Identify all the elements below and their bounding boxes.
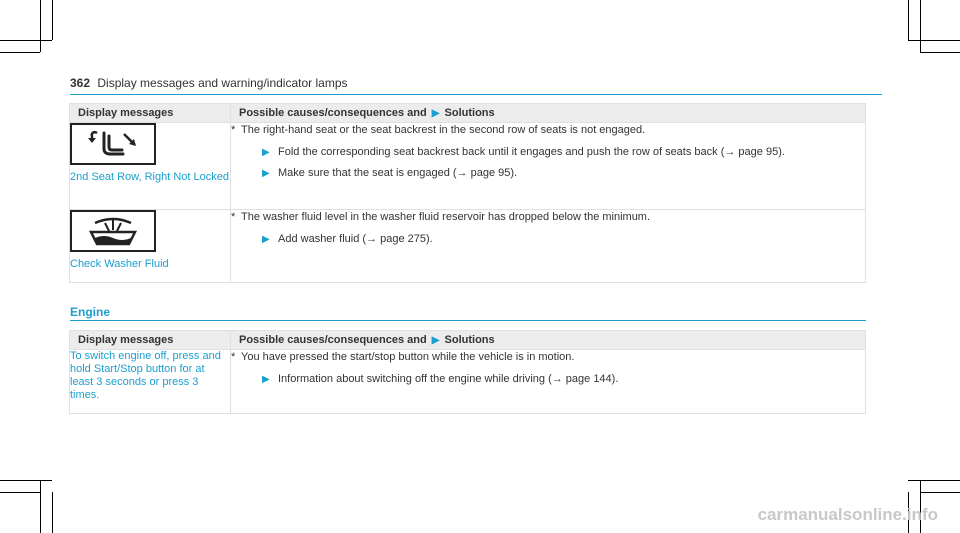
display-message-text: Check Washer Fluid xyxy=(70,258,169,270)
col-header-display-messages: Display messages xyxy=(70,104,231,123)
display-message-text: To switch engine off, press and hold Start/Stop button for at least 3 seconds or press 3 times. xyxy=(70,350,221,401)
causes-cell xyxy=(231,210,866,283)
page-number: 362 xyxy=(70,76,91,90)
display-messages-table xyxy=(69,103,866,283)
col-header-display-messages: Display messages xyxy=(70,331,231,350)
solution-arrow-icon: ▶ xyxy=(262,234,270,245)
table-row xyxy=(70,123,866,210)
solution-arrow-icon: ▶ xyxy=(262,374,270,385)
crop-mark xyxy=(908,0,909,40)
crop-mark xyxy=(0,52,40,53)
solution-arrow-icon: ▶ xyxy=(262,147,270,158)
solution-item: ▶ Information about switching off the engine while driving (→ page 144). xyxy=(262,373,619,385)
engine-messages-table xyxy=(69,330,866,414)
causes-cell xyxy=(231,123,866,210)
crop-mark xyxy=(0,40,52,41)
crop-mark xyxy=(40,481,41,533)
page-header xyxy=(70,76,348,90)
solution-item: ▶ Fold the corresponding seat backrest back until it engages and push the row of seats back (→ page 95). xyxy=(262,146,785,158)
cause-text: * The right-hand seat or the seat backrest in the second row of seats is not engaged. xyxy=(231,124,646,136)
crop-mark xyxy=(52,0,53,40)
crop-mark xyxy=(920,0,921,52)
section-rule xyxy=(70,320,866,321)
washer-fluid-icon xyxy=(70,210,156,252)
crop-mark xyxy=(0,492,40,493)
table-header-row xyxy=(70,331,866,350)
crop-mark xyxy=(920,52,960,53)
solution-arrow-icon: ▶ xyxy=(262,168,270,179)
table-row xyxy=(70,210,866,283)
crop-mark xyxy=(52,492,53,533)
display-message-text: 2nd Seat Row, Right Not Locked xyxy=(70,171,229,183)
message-cell xyxy=(70,350,231,414)
section-title-engine: Engine xyxy=(70,305,111,319)
crop-mark xyxy=(920,492,960,493)
crop-mark xyxy=(0,480,52,481)
page-title: Display messages and warning/indicator lamps xyxy=(97,76,348,90)
solution-arrow-icon: ▶ xyxy=(431,335,440,346)
watermark: carmanualsonline.info xyxy=(757,505,938,524)
solution-item: ▶ Add washer fluid (→ page 275). xyxy=(262,233,433,245)
table-header-row xyxy=(70,104,866,123)
crop-mark xyxy=(908,480,960,481)
cause-text: * The washer fluid level in the washer fluid reservoir has dropped below the minimum. xyxy=(231,211,651,223)
col-header-causes: Possible causes/consequences and ▶ Solutions xyxy=(231,331,866,350)
message-cell xyxy=(70,123,231,210)
seat-backrest-icon xyxy=(70,123,156,165)
causes-cell xyxy=(231,350,866,414)
crop-mark xyxy=(908,40,960,41)
table-row xyxy=(70,350,866,414)
cause-text: * You have pressed the start/stop button while the vehicle is in motion. xyxy=(231,351,575,363)
col-header-causes: Possible causes/consequences and ▶ Solutions xyxy=(231,104,866,123)
solution-arrow-icon: ▶ xyxy=(431,108,440,119)
message-cell xyxy=(70,210,231,283)
header-rule xyxy=(70,94,882,95)
crop-mark xyxy=(40,0,41,52)
solution-item: ▶ Make sure that the seat is engaged (→ page 95). xyxy=(262,167,518,179)
